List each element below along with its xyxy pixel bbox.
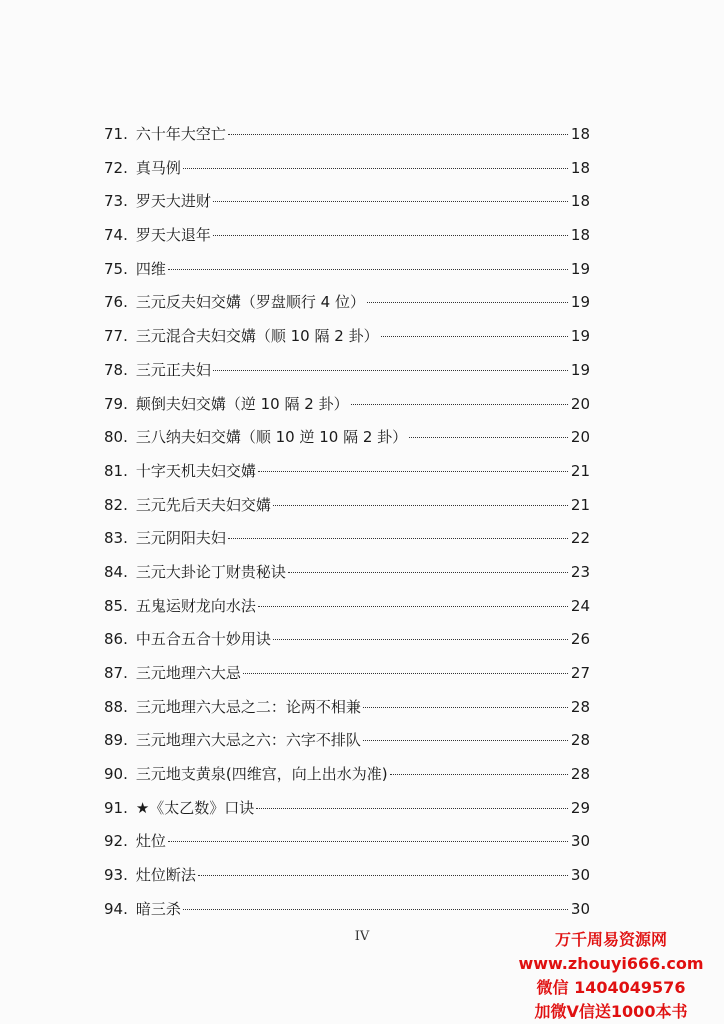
page-number: IV: [354, 929, 370, 944]
toc-entry[interactable]: [104, 185, 590, 219]
toc-entry-title: 罗天大进财: [135, 192, 211, 211]
toc-entry[interactable]: [104, 320, 590, 354]
toc-entry-title: 三元大卦论丁财贵秘诀: [135, 562, 286, 581]
toc-entry-page: 27: [570, 664, 590, 682]
toc-entry[interactable]: [104, 253, 590, 287]
toc-entry-title: 颠倒夫妇交媾（逆 10 隔 2 卦）: [135, 394, 349, 413]
toc-entry-number: 91.: [104, 798, 128, 817]
toc-entry-number: 75.: [104, 259, 128, 278]
toc-entry-page: 19: [570, 360, 590, 379]
toc-dot-leader: [409, 437, 568, 438]
toc-entry-title: 真马例: [135, 158, 181, 177]
toc-dot-leader: [183, 168, 568, 169]
toc-entry-title: 灶位: [135, 832, 166, 851]
toc-entry-number: 86.: [104, 630, 128, 649]
watermark: [506, 928, 716, 1024]
toc-entry-page: 26: [570, 630, 590, 649]
toc-dot-leader: [168, 841, 568, 842]
toc-entry-number: 77.: [104, 327, 128, 346]
toc-entry-number: 85.: [104, 596, 128, 615]
toc-entry-page: 28: [570, 731, 590, 750]
toc-entry-page: 18: [570, 158, 590, 177]
toc-entry-number: 81.: [104, 461, 128, 480]
toc-entry-page: 30: [570, 866, 590, 885]
toc-dot-leader: [168, 269, 568, 270]
toc-entry-title: 五鬼运财龙向水法: [135, 596, 256, 615]
toc-entry-title: 三元阴阳夫妇: [135, 529, 226, 548]
table-of-contents: [104, 118, 590, 927]
toc-entry-title: 三元地理六大忌之六：六字不排队: [135, 731, 361, 750]
toc-entry-title: 三八纳夫妇交媾（顺 10 逆 10 隔 2 卦）: [135, 428, 408, 447]
toc-dot-leader: [228, 134, 568, 135]
toc-entry[interactable]: [104, 657, 590, 691]
toc-dot-leader: [273, 639, 568, 640]
toc-entry-page: 24: [570, 596, 590, 615]
toc-entry[interactable]: [104, 286, 590, 320]
toc-entry-title: 三元地理六大忌: [135, 664, 241, 682]
toc-entry-page: 18: [570, 192, 590, 211]
toc-entry-title: 灶位断法: [135, 866, 196, 885]
toc-entry-page: 30: [570, 899, 590, 918]
toc-entry[interactable]: [104, 522, 590, 556]
toc-entry-number: 82.: [104, 495, 128, 514]
toc-entry[interactable]: [104, 758, 590, 792]
toc-dot-leader: [288, 572, 568, 573]
toc-entry[interactable]: [104, 455, 590, 489]
toc-entry-page: 30: [570, 832, 590, 851]
toc-entry-page: 28: [570, 765, 590, 784]
toc-entry[interactable]: [104, 556, 590, 590]
toc-entry-number: 88.: [104, 697, 128, 716]
toc-entry-page: 19: [570, 293, 590, 312]
toc-entry-number: 79.: [104, 394, 128, 413]
toc-entry-number: 71.: [104, 125, 128, 143]
toc-entry-title: 四维: [135, 259, 166, 278]
toc-entry[interactable]: [104, 118, 590, 152]
toc-dot-leader: [213, 370, 568, 371]
toc-dot-leader: [256, 808, 568, 809]
watermark-wechat: 微信 1404049576: [536, 978, 686, 997]
toc-entry-title: ★《太乙数》口诀: [135, 798, 255, 817]
toc-entry-number: 80.: [104, 428, 128, 447]
toc-entry-number: 89.: [104, 731, 128, 750]
toc-dot-leader: [351, 404, 568, 405]
watermark-url: www.zhouyi666.com: [518, 954, 704, 973]
toc-entry-page: 23: [570, 562, 590, 581]
toc-entry-title: 三元反夫妇交媾（罗盘顺行 4 位）: [135, 293, 365, 312]
toc-dot-leader: [258, 471, 568, 472]
toc-dot-leader: [381, 336, 568, 337]
watermark-promo: 加微V信送1000本书: [534, 1002, 688, 1021]
toc-entry-title: 中五合五合十妙用诀: [135, 630, 271, 649]
toc-dot-leader: [273, 505, 568, 506]
toc-dot-leader: [213, 235, 568, 236]
toc-entry-title: 六十年大空亡: [135, 125, 226, 143]
toc-entry-page: 20: [570, 394, 590, 413]
toc-dot-leader: [390, 774, 568, 775]
toc-entry[interactable]: [104, 859, 590, 893]
toc-entry[interactable]: [104, 623, 590, 657]
toc-entry[interactable]: [104, 792, 590, 826]
toc-entry-number: 78.: [104, 360, 128, 379]
toc-entry-number: 84.: [104, 562, 128, 581]
toc-entry[interactable]: [104, 825, 590, 859]
toc-entry-page: 18: [570, 226, 590, 245]
toc-entry-title: 暗三杀: [135, 899, 181, 918]
toc-entry[interactable]: [104, 691, 590, 725]
toc-entry-title: 三元正夫妇: [135, 360, 211, 379]
toc-entry-number: 73.: [104, 192, 128, 211]
toc-entry[interactable]: [104, 590, 590, 624]
toc-entry[interactable]: [104, 489, 590, 523]
toc-entry-page: 19: [570, 327, 590, 346]
toc-entry-page: 28: [570, 697, 590, 716]
toc-entry-number: 72.: [104, 158, 128, 177]
toc-dot-leader: [183, 909, 568, 910]
toc-dot-leader: [198, 875, 568, 876]
toc-entry-number: 74.: [104, 226, 128, 245]
toc-entry-number: 93.: [104, 866, 128, 885]
toc-entry-page: 22: [570, 529, 590, 548]
toc-entry-page: 21: [570, 461, 590, 480]
toc-entry-page: 20: [570, 428, 590, 447]
toc-entry-number: 92.: [104, 832, 128, 851]
toc-entry-number: 76.: [104, 293, 128, 312]
toc-entry[interactable]: [104, 388, 590, 422]
watermark-site-name: 万千周易资源网: [554, 930, 667, 949]
toc-entry-title: 罗天大退年: [135, 226, 211, 245]
toc-entry[interactable]: [104, 152, 590, 186]
toc-entry-number: 83.: [104, 529, 128, 548]
toc-entry-title: 十字天机夫妇交媾: [135, 461, 256, 480]
toc-dot-leader: [258, 606, 568, 607]
toc-entry[interactable]: [104, 724, 590, 758]
toc-entry-page: 21: [570, 495, 590, 514]
toc-entry[interactable]: [104, 893, 590, 927]
toc-entry-title: 三元地支黄泉(四维宫，向上出水为准): [135, 765, 388, 784]
toc-dot-leader: [367, 302, 568, 303]
toc-entry-number: 90.: [104, 765, 128, 784]
toc-dot-leader: [243, 673, 568, 674]
toc-entry-title: 三元先后天夫妇交媾: [135, 495, 271, 514]
toc-dot-leader: [363, 707, 568, 708]
toc-entry-title: 三元地理六大忌之二：论两不相兼: [135, 697, 361, 716]
toc-entry[interactable]: [104, 421, 590, 455]
toc-dot-leader: [213, 201, 568, 202]
toc-dot-leader: [228, 538, 568, 539]
toc-entry-page: 18: [570, 125, 590, 143]
toc-entry-title: 三元混合夫妇交媾（顺 10 隔 2 卦）: [135, 327, 379, 346]
toc-entry[interactable]: [104, 354, 590, 388]
toc-entry-page: 29: [570, 798, 590, 817]
toc-entry-page: 19: [570, 259, 590, 278]
toc-entry[interactable]: [104, 219, 590, 253]
toc-entry-number: 94.: [104, 899, 128, 918]
toc-entry-number: 87.: [104, 664, 128, 682]
toc-dot-leader: [363, 740, 568, 741]
